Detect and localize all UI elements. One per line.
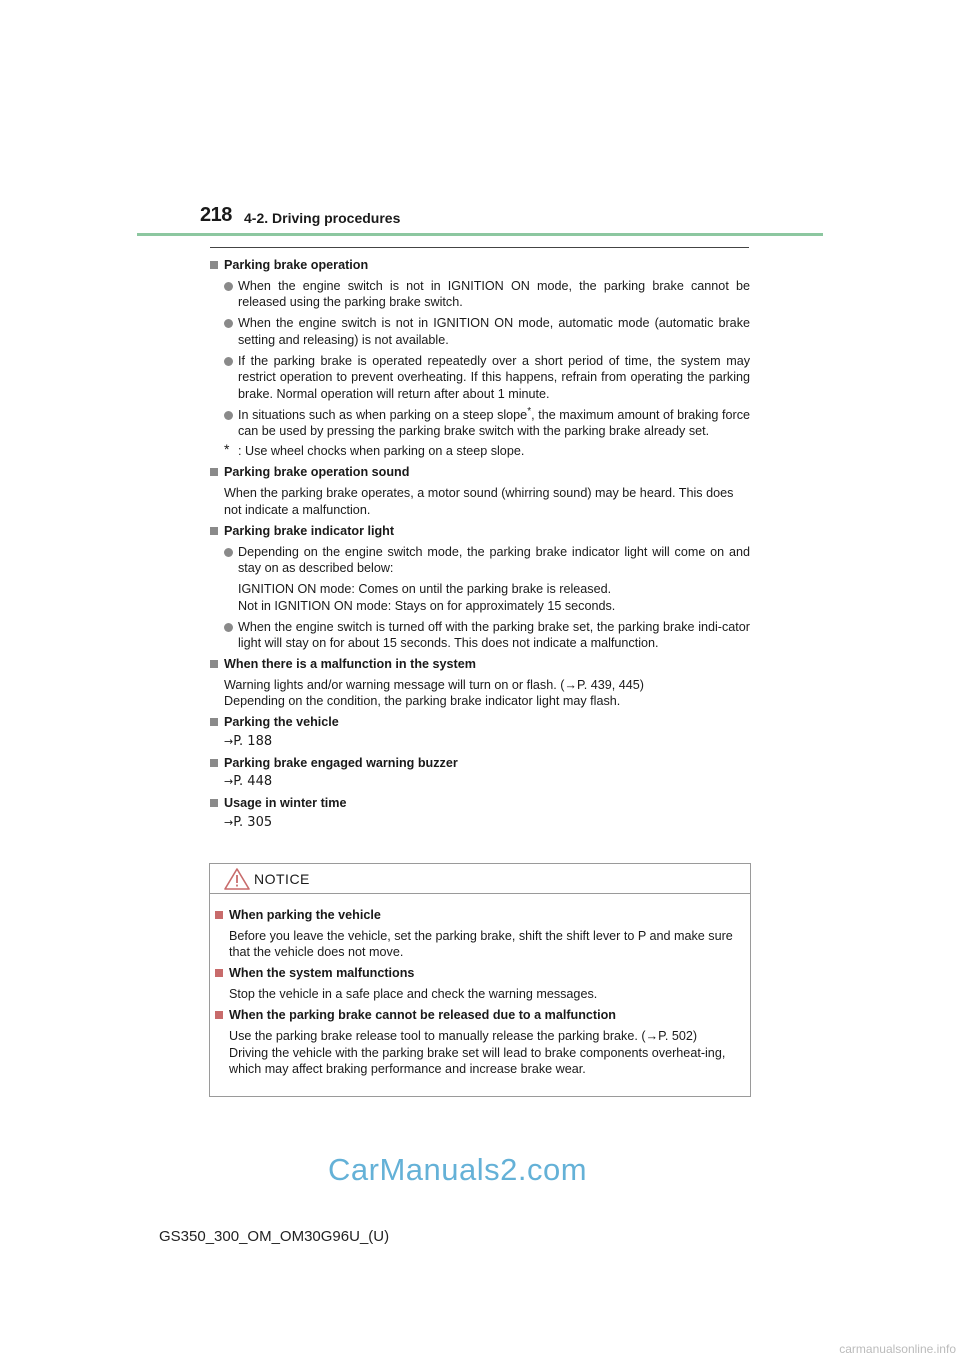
footnote-star: * <box>224 441 230 458</box>
section-system-malfunction <box>210 656 750 710</box>
square-bullet-icon <box>210 468 218 476</box>
square-bullet-icon <box>210 660 218 668</box>
notice-box <box>209 863 751 1097</box>
page-header <box>200 204 822 232</box>
dot-bullet-icon <box>224 319 233 328</box>
source-watermark: carmanualsonline.info <box>839 1342 956 1356</box>
notice-heading: When parking the vehicle <box>229 908 381 922</box>
arrow-icon: → <box>224 734 234 748</box>
dot-bullet-icon <box>224 411 233 420</box>
section-parking-brake-sound <box>210 464 750 518</box>
paragraph: Stop the vehicle in a safe place and check the warning messages. <box>229 987 598 1002</box>
dot-bullet-icon <box>224 282 233 291</box>
header-rule <box>137 233 823 236</box>
square-bullet-icon <box>210 261 218 269</box>
arrow-icon: → <box>224 815 234 829</box>
footnote-marker: * <box>527 405 532 417</box>
dot-bullet-icon <box>224 623 233 632</box>
paragraph-line: Depending on the condition, the parking brake indicator light may flash. <box>224 694 621 709</box>
bullet-item: When the engine switch is not in IGNITION ON mode, the parking brake cannot be released using the parking brake switch. <box>210 278 750 311</box>
bullet-item: If the parking brake is operated repeatedly over a short period of time, the system may restrict operation to prevent overheating. If this happens, refrain from operating the parking brake. Normal operation will return after about 1 minute. <box>210 353 750 402</box>
section-indicator-light <box>210 523 750 652</box>
paragraph: Before you leave the vehicle, set the parking brake, shift the shift lever to P and make sure that the vehicle does not move. <box>229 929 733 960</box>
square-bullet-icon <box>215 911 223 919</box>
section-title: 4-2. Driving procedures <box>244 210 401 226</box>
page-reference-link[interactable]: P. 448 <box>233 774 273 790</box>
section-parking-vehicle <box>210 714 750 750</box>
paragraph-line: Driving the vehicle with the parking brake set will lead to brake components overheat-ing, which may affect braking performance and increase brake wear. <box>229 1045 726 1077</box>
section-winter-usage <box>210 795 750 831</box>
square-bullet-icon <box>210 799 218 807</box>
section-heading: Parking brake engaged warning buzzer <box>224 755 458 770</box>
page-reference-link[interactable]: P. 188 <box>233 733 273 749</box>
section-heading: Parking brake operation <box>224 258 369 272</box>
section-parking-brake-operation <box>210 257 750 460</box>
square-bullet-icon <box>215 969 223 977</box>
section-heading: Parking the vehicle <box>224 715 339 730</box>
mode-line: IGNITION ON mode: Comes on until the parking brake is released. <box>238 582 612 597</box>
square-bullet-icon <box>210 759 218 767</box>
bullet-item: In situations such as when parking on a steep slope*, the maximum amount of braking force can be used by pressing the parking brake switch with the parking brake already set. <box>210 407 750 440</box>
square-bullet-icon <box>215 1011 223 1019</box>
square-bullet-icon <box>210 718 218 726</box>
main-content <box>210 257 750 836</box>
paragraph-line: Warning lights and/or warning message will turn on or flash. (→P. 439, 445) <box>224 678 645 693</box>
arrow-icon: → <box>224 775 234 789</box>
footnote: * : Use wheel chocks when parking on a steep slope. <box>224 441 525 459</box>
section-heading: Usage in winter time <box>224 796 347 811</box>
notice-heading: When the system malfunctions <box>229 966 415 981</box>
bullet-item: When the engine switch is turned off with the parking brake set, the parking brake indi-cator light will stay on for about 15 seconds. This does not indicate a malfunction. <box>210 619 750 652</box>
section-heading: Parking brake operation sound <box>224 465 410 480</box>
square-bullet-icon <box>210 527 218 535</box>
dot-bullet-icon <box>224 548 233 557</box>
notice-heading: When the parking brake cannot be released due to a malfunction <box>229 1008 616 1023</box>
bullet-item: Depending on the engine switch mode, the parking brake indicator light will come on and stay on as described below: <box>210 544 750 577</box>
notice-body <box>210 894 750 1078</box>
section-warning-buzzer <box>210 755 750 791</box>
notice-label: NOTICE <box>254 871 310 887</box>
paragraph-line: Use the parking brake release tool to manually release the parking brake. (→P. 502) <box>229 1029 698 1044</box>
dot-bullet-icon <box>224 357 233 366</box>
section-heading: When there is a malfunction in the system <box>224 657 476 672</box>
watermark-text: CarManuals2.com <box>328 1152 588 1187</box>
warning-triangle-icon <box>224 868 250 890</box>
page-reference-link[interactable]: P. 305 <box>233 814 273 830</box>
section-heading: Parking brake indicator light <box>224 523 395 538</box>
paragraph: When the parking brake operates, a motor sound (whirring sound) may be heard. This does not indicate a malfunction. <box>224 486 734 517</box>
page-number: 218 <box>200 204 232 226</box>
notice-header <box>210 864 750 894</box>
footer-document-code: GS350_300_OM_OM30G96U_(U) <box>159 1228 390 1245</box>
content-top-rule <box>210 247 749 248</box>
mode-line: Not in IGNITION ON mode: Stays on for approximately 15 seconds. <box>238 598 616 613</box>
bullet-item: When the engine switch is not in IGNITION ON mode, automatic mode (automatic brake setting and releasing) is not available. <box>210 315 750 348</box>
